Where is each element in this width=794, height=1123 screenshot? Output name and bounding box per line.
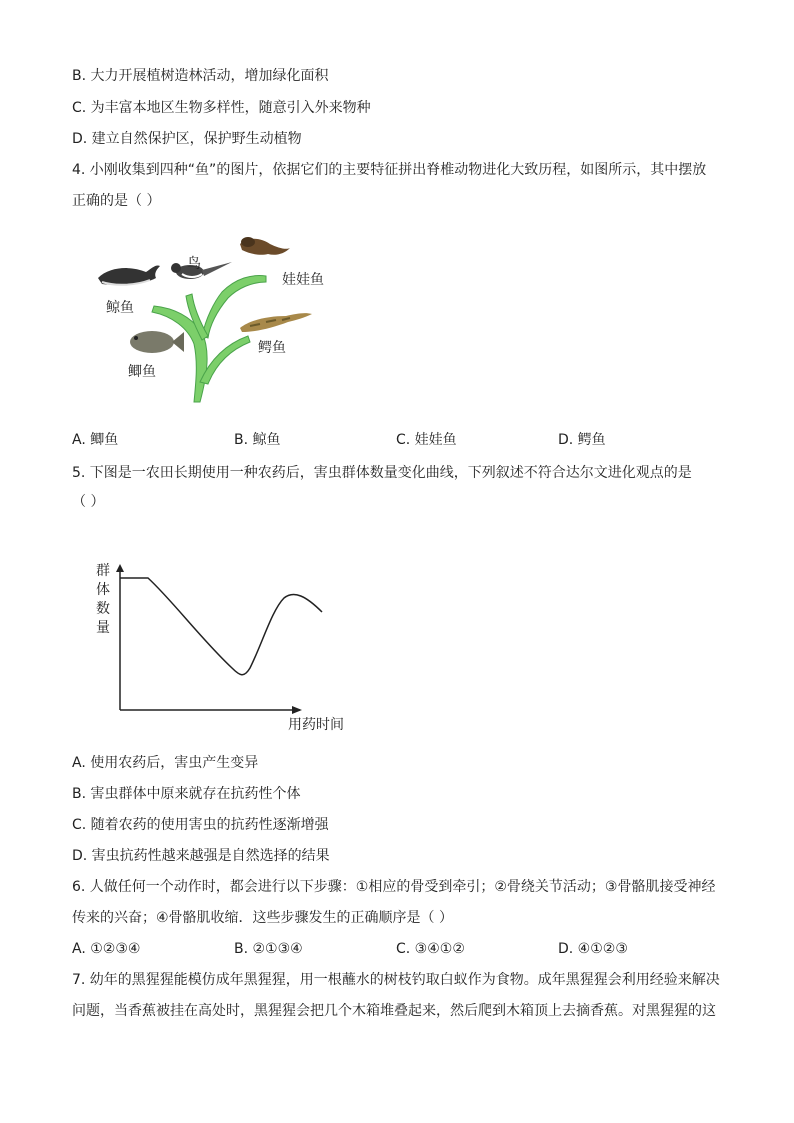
q5-option-d: D. 害虫抗药性越来越强是自然选择的结果 — [72, 848, 330, 864]
x-axis-arrow — [292, 706, 302, 714]
population-curve-graph — [92, 560, 352, 735]
y-label-char: 群 — [96, 563, 110, 579]
bird-label: 鸟 — [187, 256, 201, 272]
q5-option-b: B. 害虫群体中原来就存在抗药性个体 — [72, 786, 301, 802]
y-label-char: 量 — [96, 620, 110, 636]
q7-stem-line1: 7. 幼年的黑猩猩能模仿成年黑猩猩，用一根蘸水的树枝钓取白蚁作为食物。成年黑猩猩会利用经验来解决 — [72, 972, 720, 988]
q6-option-d: D. ④①②③ — [558, 941, 628, 957]
whale-label: 鲸鱼 — [106, 300, 134, 316]
y-axis-label — [96, 562, 112, 638]
evolution-tree-figure — [90, 232, 330, 404]
q6-option-c: C. ③④①② — [396, 941, 465, 957]
x-axis-label: 用药时间 — [288, 717, 344, 733]
q4-stem-line2: 正确的是（ ） — [72, 193, 161, 209]
q5-option-a: A. 使用农药后，害虫产生变异 — [72, 755, 259, 771]
q3-option-d: D. 建立自然保护区，保护野生动植物 — [72, 131, 302, 147]
y-label-char: 数 — [96, 601, 110, 617]
crocodile-illustration — [240, 313, 312, 332]
q4-option-a: A. 鲫鱼 — [72, 432, 119, 448]
q4-option-b: B. 鲸鱼 — [234, 432, 281, 448]
y-label-char: 体 — [96, 582, 110, 598]
q6-stem-line2: 传来的兴奋；④骨骼肌收缩．这些步骤发生的正确顺序是（ ） — [72, 910, 453, 926]
q5-option-c: C. 随着农药的使用害虫的抗药性逐渐增强 — [72, 817, 329, 833]
population-curve-drawing — [92, 560, 352, 735]
q4-option-c: C. 娃娃鱼 — [396, 432, 457, 448]
evolution-tree-drawing — [90, 232, 330, 404]
bird-illustration — [171, 262, 232, 279]
crucian-label: 鲫鱼 — [128, 364, 156, 380]
crucian-illustration — [130, 331, 184, 353]
q6-stem-line1: 6. 人做任何一个动作时，都会进行以下步骤：①相应的骨受到牵引；②骨绕关节活动；③骨骼肌接受神经 — [72, 879, 716, 895]
whale-illustration — [98, 265, 160, 284]
salamander-illustration — [240, 237, 290, 255]
q5-stem-line1: 5. 下图是一农田长期使用一种农药后，害虫群体数量变化曲线，下列叙述不符合达尔文进化观点的是 — [72, 465, 692, 481]
q6-option-b: B. ②①③④ — [234, 941, 303, 957]
q6-option-a: A. ①②③④ — [72, 941, 141, 957]
q5-stem-line2: （ ） — [72, 494, 105, 510]
q4-option-d: D. 鳄鱼 — [558, 432, 606, 448]
q7-stem-line2: 问题，当香蕉被挂在高处时，黑猩猩会把几个木箱堆叠起来，然后爬到木箱顶上去摘香蕉。对黑猩猩的这 — [72, 1003, 716, 1019]
q3-option-b: B. 大力开展植树造林活动，增加绿化面积 — [72, 68, 329, 84]
q4-stem-line1: 4. 小刚收集到四种“鱼”的图片，依据它们的主要特征拼出脊椎动物进化大致历程，如图所示，其中摆放 — [72, 162, 707, 178]
y-axis-arrow — [116, 564, 124, 572]
q3-option-c: C. 为丰富本地区生物多样性，随意引入外来物种 — [72, 100, 371, 116]
crocodile-label: 鳄鱼 — [258, 340, 286, 356]
population-curve — [120, 578, 322, 675]
salamander-label: 娃娃鱼 — [282, 272, 324, 288]
